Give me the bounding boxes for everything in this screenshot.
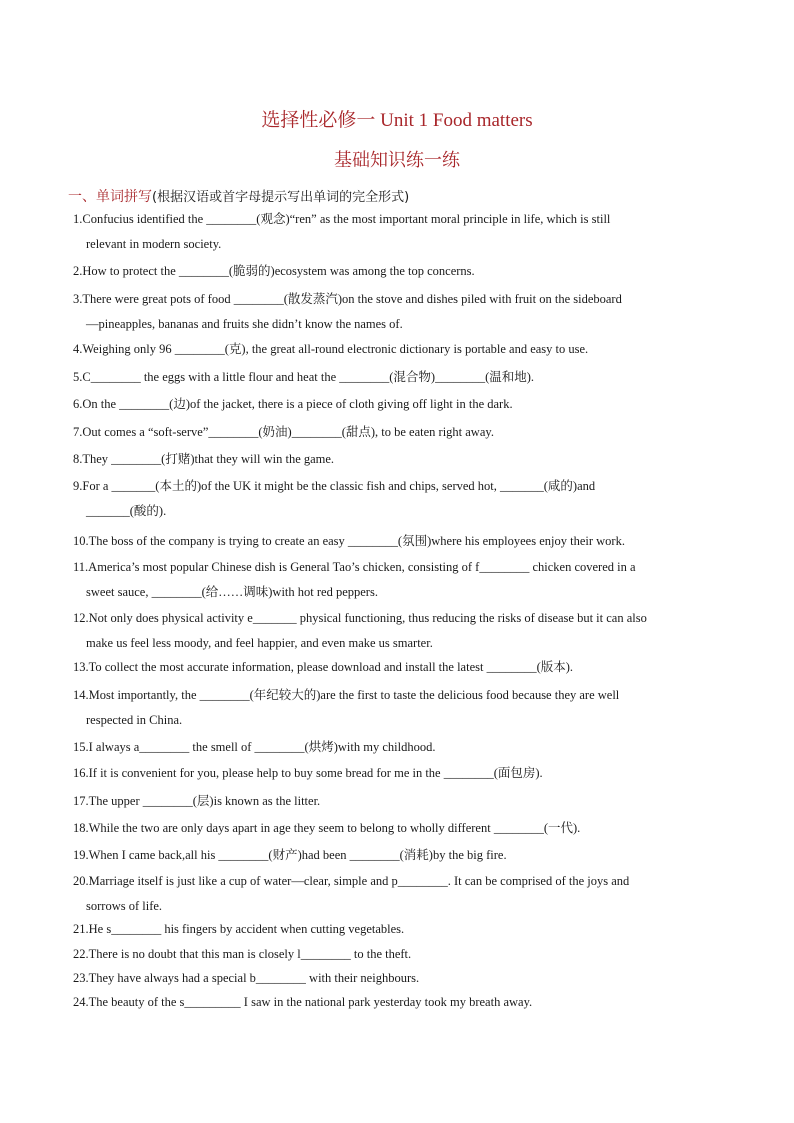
question-item — [73, 735, 723, 760]
question-text: 17.The upper ________(层)is known as the litter. — [73, 794, 321, 808]
question-text: 1.Confucius identified the ________(观念)“ren” as the most important moral principle in life, which is still — [73, 212, 611, 226]
section-instruction: (根据汉语或首字母提示写出单词的完全形式) — [152, 190, 410, 205]
question-text: 5.C________ the eggs with a little flour and heat the ________(混合物)________(温和地). — [73, 370, 535, 384]
question-item — [73, 287, 723, 337]
question-text: 13.To collect the most accurate information, please download and install the latest ________(版本). — [73, 660, 574, 674]
question-text: 21.He s________ his fingers by accident when cutting vegetables. — [73, 922, 405, 936]
question-text-continued: _______(酸的). — [86, 504, 167, 518]
question-text: 7.Out comes a “soft-serve”________(奶油)________(甜点), to be eaten right away. — [73, 425, 494, 439]
question-text: 16.If it is convenient for you, please help to buy some bread for me in the ________(面包房). — [73, 766, 543, 780]
section-heading — [68, 186, 409, 206]
question-item — [73, 683, 723, 733]
question-item — [73, 990, 723, 1015]
question-text: 3.There were great pots of food ________(散发蒸汽)on the stove and dishes piled with fruit on the sideboard — [73, 292, 622, 306]
question-text: 15.I always a________ the smell of ________(烘烤)with my childhood. — [73, 740, 436, 754]
question-text-continued: —pineapples, bananas and fruits she didn’t know the names of. — [86, 317, 403, 331]
question-text-continued: relevant in modern society. — [86, 237, 222, 251]
question-text: 8.They ________(打赌)that they will win the game. — [73, 452, 335, 466]
question-item — [73, 869, 723, 919]
question-item — [73, 843, 723, 868]
question-item — [73, 529, 723, 554]
question-item — [73, 259, 723, 284]
question-text: 9.For a _______(本土的)of the UK it might be the classic fish and chips, served hot, _______(咸的)and — [73, 479, 596, 493]
question-item — [73, 966, 723, 991]
question-text-continued: sweet sauce, ________(给……调味)with hot red peppers. — [86, 585, 378, 599]
question-text: 22.There is no doubt that this man is closely l________ to the theft. — [73, 947, 412, 961]
question-text: 2.How to protect the ________(脆弱的)ecosystem was among the top concerns. — [73, 264, 475, 278]
question-item — [73, 337, 723, 362]
question-text: 18.While the two are only days apart in age they seem to belong to wholly different ________(一代). — [73, 821, 581, 835]
question-item — [73, 207, 723, 257]
question-text: 4.Weighing only 96 ________(克), the great all-round electronic dictionary is portable and easy to use. — [73, 342, 589, 356]
section-title: 一、单词拼写 — [68, 189, 152, 205]
question-item — [73, 447, 723, 472]
question-text-continued: respected in China. — [86, 713, 183, 727]
question-item — [73, 555, 723, 605]
worksheet-title: 选择性必修一 Unit 1 Food matters — [261, 110, 533, 131]
question-text: 12.Not only does physical activity e_______ physical functioning, thus reducing the risks of disease but it can also — [73, 611, 647, 625]
question-item — [73, 942, 723, 967]
question-item — [73, 420, 723, 445]
question-item — [73, 917, 723, 942]
question-item — [73, 365, 723, 390]
question-text: 23.They have always had a special b________ with their neighbours. — [73, 971, 420, 985]
question-text: 24.The beauty of the s_________ I saw in the national park yesterday took my breath away. — [73, 995, 533, 1009]
question-item — [73, 816, 723, 841]
question-item — [73, 761, 723, 786]
question-text: 11.America’s most popular Chinese dish is General Tao’s chicken, consisting of f________ chicken covered in a — [73, 560, 636, 574]
question-item — [73, 606, 723, 656]
question-text: 10.The boss of the company is trying to create an easy ________(氛围)where his employees enjoy their work. — [73, 534, 625, 548]
question-text-continued: sorrows of life. — [86, 899, 163, 913]
question-text: 14.Most importantly, the ________(年纪较大的)are the first to taste the delicious food because they are well — [73, 688, 620, 702]
question-item — [73, 789, 723, 814]
question-text-continued: make us feel less moody, and feel happier, and even make us smarter. — [86, 636, 433, 650]
question-text: 19.When I came back,all his ________(财产)had been ________(消耗)by the big fire. — [73, 848, 507, 862]
worksheet-subtitle: 基础知识练一练 — [334, 150, 460, 171]
question-item — [73, 655, 723, 680]
question-text: 6.On the ________(边)of the jacket, there is a piece of cloth giving off light in the dark. — [73, 397, 513, 411]
question-item — [73, 474, 723, 524]
question-item — [73, 392, 723, 417]
question-text: 20.Marriage itself is just like a cup of water—clear, simple and p________. It can be comprised of the joys and — [73, 874, 630, 888]
